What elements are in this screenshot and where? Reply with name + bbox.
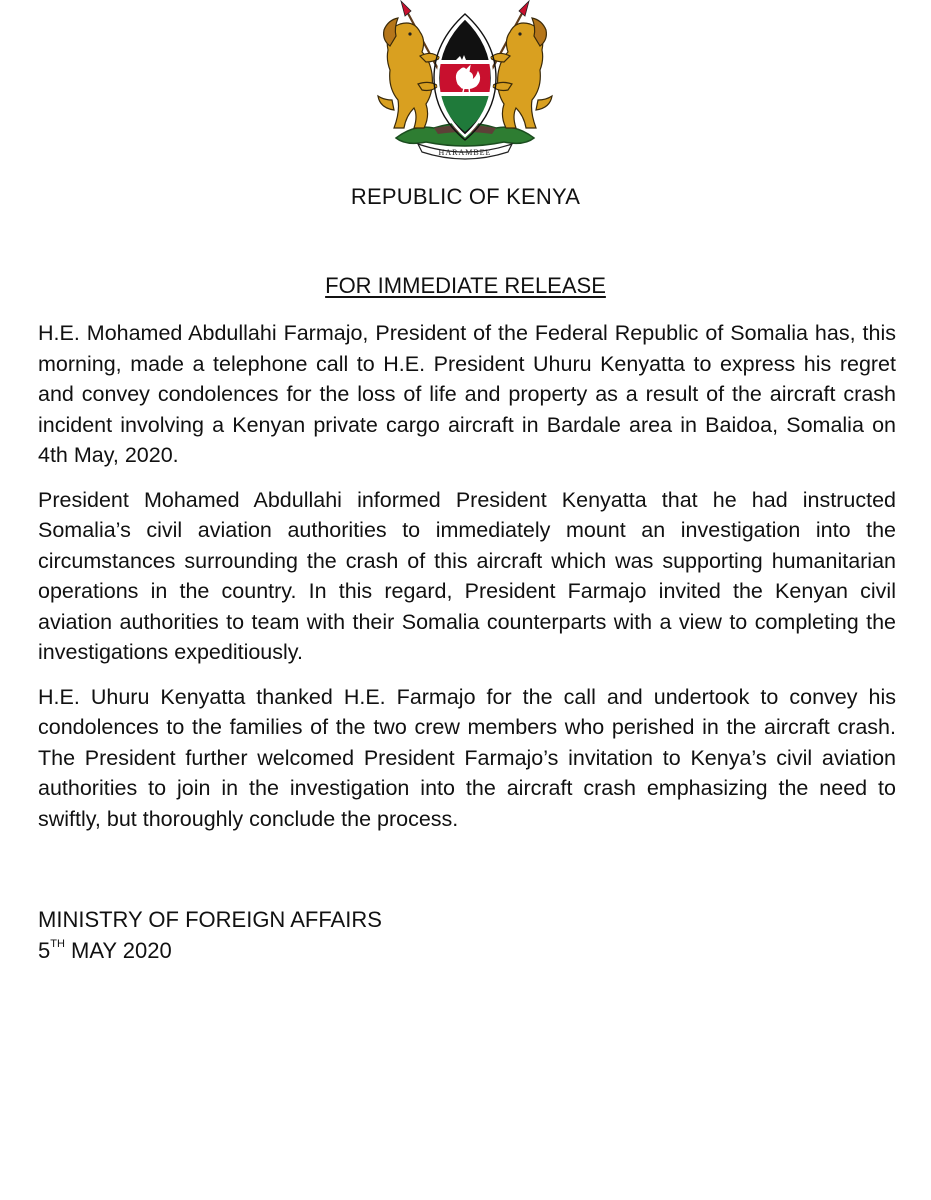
- body-paragraph-1: H.E. Mohamed Abdullahi Farmajo, President of the Federal Republic of Somalia has, this morning, made a telephone call to H.E. President Uhuru Kenyatta to express his regret and convey condolences for the loss of life and property as a result of the aircraft crash incident involving a Kenyan private cargo aircraft in Bardale area in Baidoa, Somalia on 4th May, 2020.: [38, 321, 896, 467]
- date-day: 5: [38, 938, 51, 963]
- country-title: REPUBLIC OF KENYA: [350, 184, 581, 209]
- kenya-coat-of-arms-emblem: [374, 0, 556, 162]
- date-suffix: TH: [50, 938, 65, 950]
- emblem-motto: HARAMBEE: [438, 148, 492, 157]
- ministry-name: MINISTRY OF FOREIGN AFFAIRS: [38, 907, 382, 932]
- date-rest: MAY 2020: [71, 938, 172, 963]
- release-heading: FOR IMMEDIATE RELEASE: [325, 273, 606, 298]
- body-paragraph-3: H.E. Uhuru Kenyatta thanked H.E. Farmajo for the call and undertook to convey his condolences to the families of the two crew members who perished in the aircraft crash. The President further welcomed President Farmajo’s invitation to Kenya’s civil aviation authorities to join in the investigation into the aircraft crash emphasizing the need to swiftly, but thoroughly conclude the process.: [38, 684, 896, 831]
- body-paragraph-2: President Mohamed Abdullahi informed President Kenyatta that he had instructed Somalia’s civil aviation authorities to immediately mount an investigation into the circumstances surrounding the crash of this aircraft which was supporting humanitarian operations in the country. In this regard, President Farmajo invited the Kenyan civil aviation authorities to team with their Somalia counterparts with a view to completing the investigations expeditiously.: [38, 487, 896, 664]
- press-release-body: [38, 318, 896, 848]
- release-date: [38, 935, 382, 966]
- signoff-block: [38, 904, 382, 966]
